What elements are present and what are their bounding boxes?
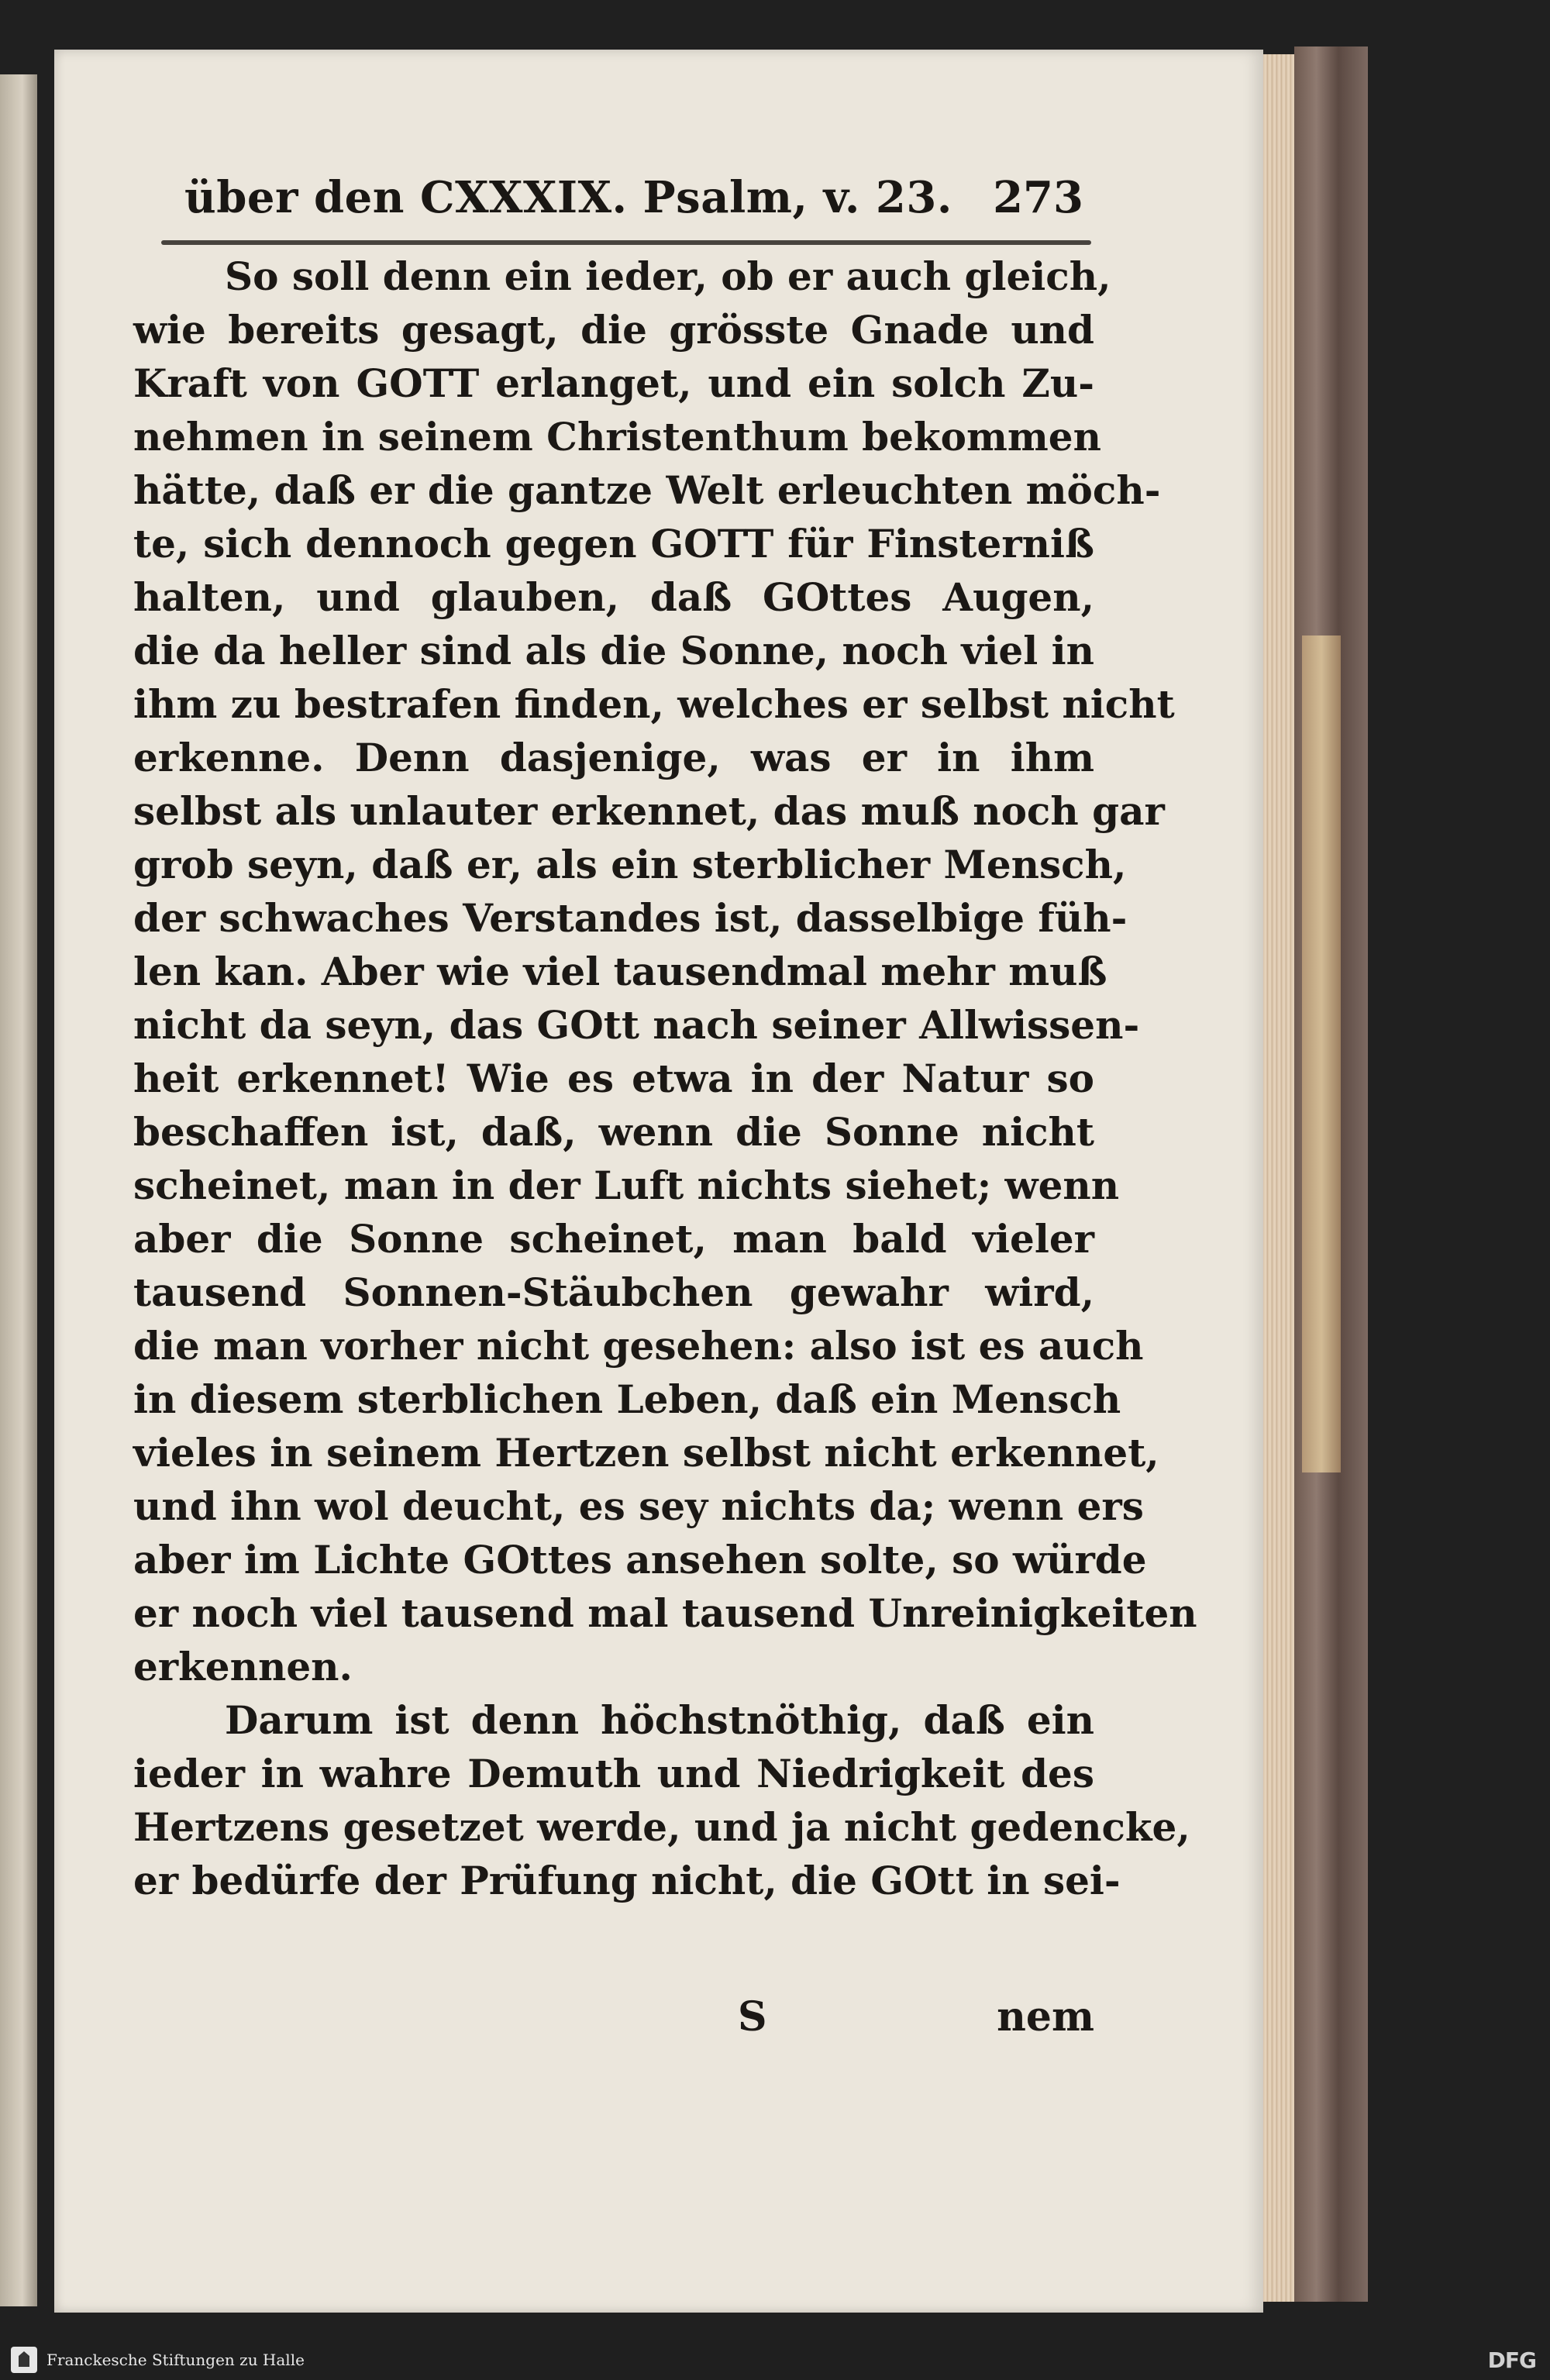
text-line: hätte, daß er die gantze Welt erleuchten möch-	[133, 467, 1161, 513]
text-line: der schwaches Verstandes ist, dasselbige füh-	[133, 895, 1128, 941]
text-line: selbst als unlauter erkennet, das muß noch gar	[133, 788, 1165, 834]
text-line: und ihn wol deucht, es sey nichts da; wenn ers	[133, 1483, 1144, 1529]
footer-institution: Franckesche Stiftungen zu Halle	[46, 2351, 305, 2369]
catchword: nem	[997, 1993, 1094, 2041]
running-title: über den CXXXIX. Psalm, v. 23.	[184, 172, 952, 223]
text-line: nicht da seyn, das GOtt nach seiner Allwissen-	[133, 1002, 1140, 1048]
body-text	[133, 250, 1197, 1907]
viewer-footer-bar	[0, 2340, 1550, 2380]
text-line: aber die Sonne scheinet, man bald vieler	[133, 1216, 1094, 1262]
text-line: Kraft von GOTT erlanget, und ein solch Zu-	[133, 360, 1094, 406]
paper-tab-strip	[1302, 635, 1341, 1472]
institution-logo-icon	[11, 2347, 37, 2373]
text-line: in diesem sterblichen Leben, daß ein Mensch	[133, 1376, 1121, 1422]
facing-page-edge	[0, 74, 37, 2306]
text-line: halten, und glauben, daß GOttes Augen,	[133, 574, 1094, 620]
paragraph	[133, 1693, 1190, 1907]
page-block-edges	[1263, 54, 1294, 2302]
text-line: scheinet, man in der Luft nichts siehet; wenn	[133, 1162, 1120, 1208]
text-line: ihm zu bestrafen finden, welches er selbst nicht	[133, 681, 1175, 727]
text-line: te, sich dennoch gegen GOTT für Finsterniß	[133, 521, 1094, 567]
text-line: grob seyn, daß er, als ein sterblicher Mensch,	[133, 842, 1127, 887]
text-line: vieles in seinem Hertzen selbst nicht erkennet,	[133, 1430, 1159, 1476]
text-line: die man vorher nicht gesehen: also ist es auch	[133, 1323, 1144, 1369]
text-line: heit erkennet! Wie es etwa in der Natur so	[133, 1056, 1094, 1101]
text-line: er bedürfe der Prüfung nicht, die GOtt in sei-	[133, 1858, 1121, 1903]
text-line: die da heller sind als die Sonne, noch viel in	[133, 628, 1094, 673]
text-line: aber im Lichte GOttes ansehen solte, so würde	[133, 1537, 1147, 1583]
header-rule	[161, 240, 1091, 245]
catchline	[133, 1993, 1094, 2055]
page-number: 273	[993, 172, 1083, 223]
text-line: tausend Sonnen-Stäubchen gewahr wird,	[133, 1269, 1094, 1315]
dfg-logo: DFG	[1487, 2347, 1536, 2373]
text-line: So soll denn ein ieder, ob er auch gleich,	[225, 253, 1111, 299]
page-header	[184, 161, 1083, 231]
text-line: wie bereits gesagt, die grösste Gnade und	[133, 307, 1094, 353]
text-line: beschaffen ist, daß, wenn die Sonne nicht	[133, 1109, 1094, 1155]
text-line: erkenne. Denn dasjenige, was er in ihm	[133, 735, 1094, 780]
text-line: ieder in wahre Demuth und Niedrigkeit des	[133, 1751, 1094, 1796]
text-line: erkennen.	[133, 1644, 353, 1689]
text-line: er noch viel tausend mal tausend Unreinigkeiten	[133, 1590, 1197, 1636]
signature-mark: S	[738, 1993, 767, 2041]
text-line: Hertzens gesetzet werde, und ja nicht gedencke,	[133, 1804, 1190, 1850]
paragraph	[133, 250, 1197, 1693]
text-line: len kan. Aber wie viel tausendmal mehr muß	[133, 949, 1107, 994]
text-line: Darum ist denn höchstnöthig, daß ein	[225, 1697, 1094, 1743]
text-line: nehmen in seinem Christenthum bekommen	[133, 414, 1101, 460]
